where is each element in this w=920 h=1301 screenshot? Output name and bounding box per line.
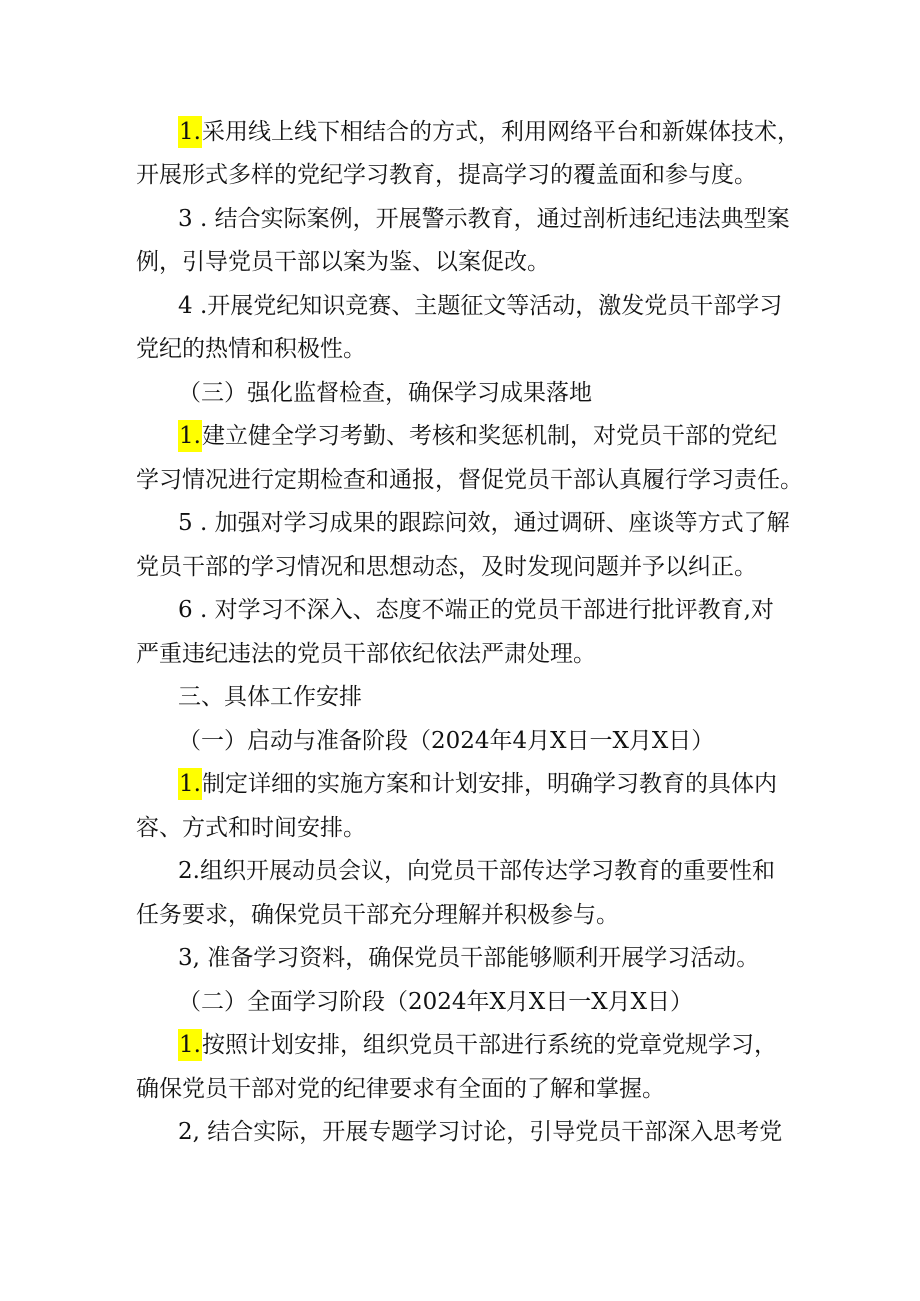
paragraph-line [178, 507, 790, 539]
section-subheading: （一）启动与准备阶段（2024年4月X日一X月X日） [178, 728, 715, 754]
line-text: 结合实际，开展专题学习讨论，引导党员干部深入思考党 [199, 1119, 783, 1145]
paragraph-line [178, 116, 800, 148]
paragraph-line [178, 768, 777, 800]
list-marker: 4 [178, 293, 193, 319]
line-text: . 加强对学习成果的跟踪问效，通过调研、座谈等方式了解 [192, 510, 790, 536]
paragraph-line [178, 1116, 782, 1148]
list-marker: 1. [178, 116, 202, 148]
line-text: . 对学习不深入、态度不端正的党员干部进行批评教育,对 [192, 597, 774, 623]
line-text: 准备学习资料，确保党员干部能够顺利开展学习活动。 [199, 945, 760, 971]
paragraph-line [178, 203, 790, 235]
paragraph-line [178, 855, 775, 887]
section-subheading: （三）强化监督检查，确保学习成果落地 [178, 380, 592, 406]
section-heading: 三、具体工作安排 [178, 684, 362, 710]
paragraph-line: 例，引导党员干部以案为鉴、以案促改。 [136, 249, 550, 275]
paragraph-line: 容、方式和时间安排。 [136, 815, 366, 841]
line-text: .开展党纪知识竞赛、主题征文等活动，激发党员干部学习 [192, 293, 783, 319]
list-marker: 2, [178, 1119, 200, 1145]
paragraph-line: 任务要求，确保党员干部充分理解并积极参与。 [136, 902, 619, 928]
list-marker: 6 [178, 597, 193, 623]
line-text: 按照计划安排，组织党员干部进行系统的党章党规学习， [201, 1032, 777, 1058]
paragraph-line [178, 594, 774, 626]
list-marker: 5 [178, 510, 193, 536]
line-text: 组织开展动员会议，向党员干部传达学习教育的重要性和 [199, 858, 775, 884]
paragraph-line [178, 1029, 777, 1061]
list-marker: 1. [178, 420, 202, 452]
section-subheading: （二）全面学习阶段（2024年X月X日一X月X日） [178, 989, 694, 1015]
paragraph-line: 党纪的热情和积极性。 [136, 336, 366, 362]
line-text: 制定详细的实施方案和计划安排，明确学习教育的具体内 [201, 771, 777, 797]
line-text: . 结合实际案例，开展警示教育，通过剖析违纪违法典型案 [192, 206, 790, 232]
list-marker: 3 [178, 206, 193, 232]
paragraph-line: 开展形式多样的党纪学习教育，提高学习的覆盖面和参与度。 [136, 162, 757, 188]
paragraph-line: 党员干部的学习情况和思想动态，及时发现问题并予以纠正。 [136, 554, 757, 580]
list-marker: 2. [178, 858, 200, 884]
paragraph-line: 严重违纪违法的党员干部依纪依法严肃处理。 [136, 641, 596, 667]
paragraph-line [178, 420, 777, 452]
list-marker: 3, [178, 945, 200, 971]
paragraph-line: 确保党员干部对党的纪律要求有全面的了解和掌握。 [136, 1076, 665, 1102]
line-text: 采用线上线下相结合的方式，利用网络平台和新媒体技术， [201, 119, 800, 145]
line-text: 建立健全学习考勤、考核和奖惩机制，对党员干部的党纪 [201, 423, 777, 449]
list-marker: 1. [178, 768, 202, 800]
paragraph-line [178, 290, 782, 322]
paragraph-line [178, 942, 759, 974]
paragraph-line: 学习情况进行定期检查和通报，督促党员干部认真履行学习责任。 [136, 467, 803, 493]
list-marker: 1. [178, 1029, 202, 1061]
